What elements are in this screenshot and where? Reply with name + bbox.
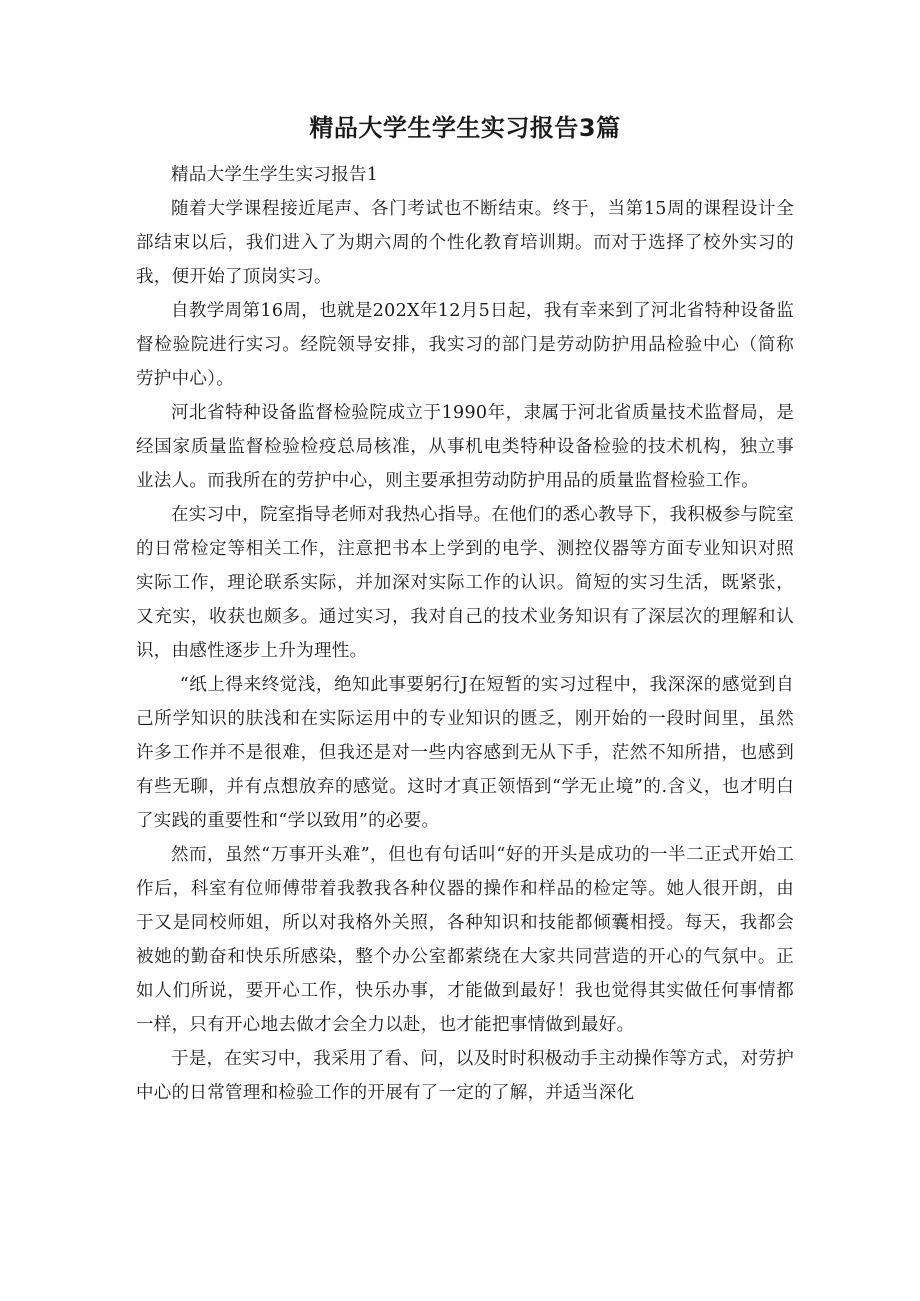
body-paragraph: “纸上得来终觉浅，绝知此事要躬行J在短暂的实习过程中，我深深的感觉到自己所学知识的肤浅和在实际运用中的专业知识的匮乏，刚开始的一段时间里，虽然许多工作并不是很难，但我还是对一些内容感到无从下手，茫然不知所措，也感到有些无聊，并有点想放弃的感觉。这时才真正领悟到“学无止境”的.含义，也才明白了实践的重要性和“学以致用”的必要。: [136, 675, 794, 831]
body-paragraph: 然而，虽然“万事开头难”，但也有句话叫“好的开头是成功的一半二正式开始工作后，科室有位师傅带着我教我各种仪器的操作和样品的检定等。她人很开朗，由于又是同校师姐，所以对我格外关照，各种知识和技能都倾囊相授。每天，我都会被她的勤奋和快乐所感染，整个办公室都萦绕在大家共同营造的开心的气氛中。正如人们所说，要开心工作，快乐办事，才能做到最好！我也觉得其实做任何事情都一样，只有开心地去做才会全力以赴，也才能把事情做到最好。: [136, 845, 794, 1035]
document-title: 精品大学生学生实习报告3篇: [309, 114, 621, 142]
section-subtitle: 精品大学生学生实习报告1: [171, 165, 379, 185]
body-paragraph: 自教学周第16周，也就是202X年12月5日起，我有幸来到了河北省特种设备监督检验院进行实习。经院领导安排，我实习的部门是劳动防护用品检验中心（简称劳护中心）。: [136, 301, 794, 389]
body-paragraph: 于是，在实习中，我采用了看、问，以及时时积极动手主动操作等方式，对劳护中心的日常管理和检验工作的开展有了一定的了解，并适当深化: [136, 1049, 794, 1103]
document-body: [136, 158, 794, 1110]
body-paragraph: 在实习中，院室指导老师对我热心指导。在他们的悉心教导下，我积极参与院室的日常检定等相关工作，注意把书本上学到的电学、测控仪器等方面专业知识对照实际工作，理论联系实际，并加深对实际工作的认识。简短的实习生活，既紧张，又充实，收获也颇多。通过实习，我对自己的技术业务知识有了深层次的理解和认识，由感性逐步上升为理性。: [136, 505, 794, 661]
body-paragraph: 河北省特种设备监督检验院成立于1990年，隶属于河北省质量技术监督局，是经国家质量监督检验检疫总局核准，从事机电类特种设备检验的技术机构，独立事业法人。而我所在的劳护中心，则主要承担劳动防护用品的质量监督检验工作。: [136, 403, 794, 491]
body-paragraph: 随着大学课程接近尾声、各门考试也不断结束。终于，当第15周的课程设计全部结束以后，我们进入了为期六周的个性化教育培训期。而对于选择了校外实习的我，便开始了顶岗实习。: [136, 199, 794, 287]
